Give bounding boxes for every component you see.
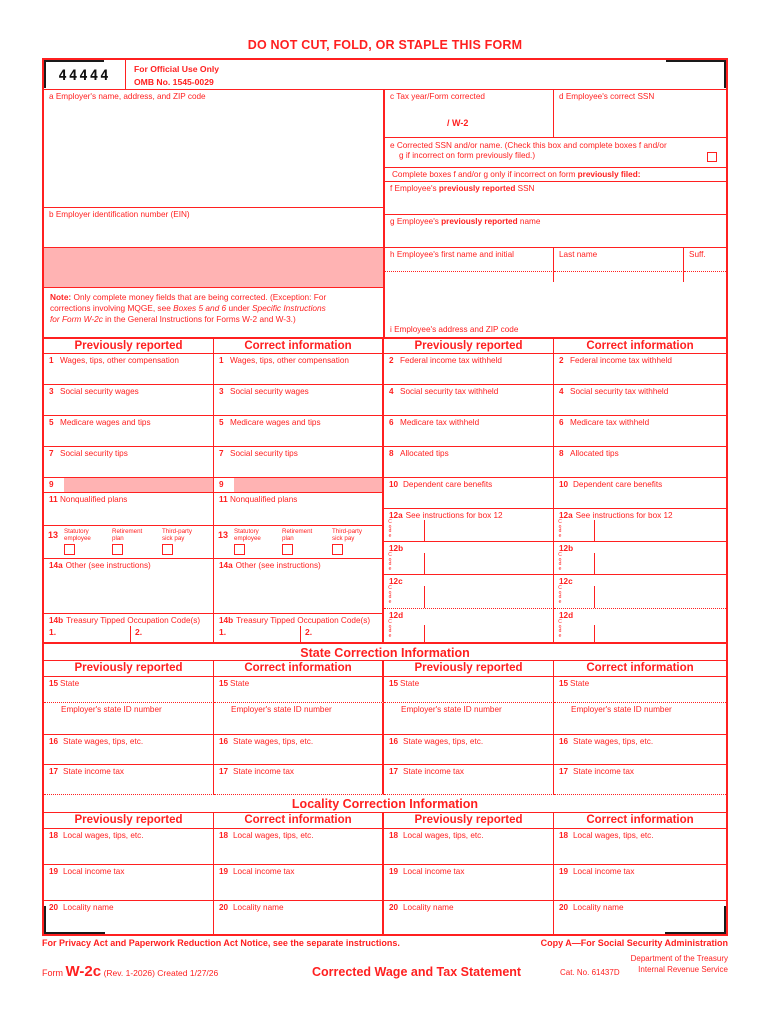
note-block [44,288,384,338]
box-14b-label-prev: Treasury Tipped Occupation Code(s) [66,616,201,625]
footer-privacy-row [42,938,728,948]
box-12c-number-correct: 12c [559,577,573,586]
box-15-state-correct-1[interactable]: 15 State [214,677,384,703]
box-13-opt3-l1-correct: Third-party [332,528,362,535]
box-14b-divider-correct [300,626,301,643]
box-7-correct[interactable]: 7 Social security tips [214,447,384,478]
box-13-opt1-l2-prev: employee [64,534,91,542]
box-13-opt1-l2-correct: employee [234,534,261,542]
col-header-prev-right: Previously reported [384,338,554,354]
box-1-label: Wages, tips, other compensation [60,356,179,365]
box-14b-number-correct: 14b [219,616,234,625]
state-col-header-correct-2: Correct information [554,661,726,677]
department-block [631,954,728,975]
control-number-box[interactable]: 44444 [44,60,126,90]
box-3-correct[interactable]: 3 Social security wages [214,385,384,416]
box-12d-prev[interactable] [384,609,554,643]
box-13-opt2-l2-prev: plan [112,534,124,542]
box-h-last-name[interactable]: Last name [554,248,684,272]
box-10-prev[interactable]: 10 Dependent care benefits [384,478,554,509]
box-1-number: 1 [49,356,54,365]
box-6-correct[interactable]: 6 Medicare tax withheld [554,416,726,447]
box-g-previously-reported-name[interactable] [384,215,726,248]
box-16-prev-1[interactable]: 16 State wages, tips, etc. [44,735,214,765]
department-line-1: Department of the Treasury [630,954,728,963]
col-header-prev-left: Previously reported [44,338,214,354]
box-12a-label-prev: See instructions for box 12 [405,511,503,520]
box-12a-correct[interactable] [554,509,726,542]
box-18-prev-2[interactable]: 18 Local wages, tips, etc. [384,829,554,865]
box-12a-code-letters-correct: C o d e [558,519,562,539]
employer-state-id-correct-2[interactable]: Employer's state ID number [554,703,726,735]
form-word: Form [42,968,63,978]
note-text-2b: under [226,303,253,313]
box-13-number-correct: 13 [218,530,229,540]
box-14a-label-prev: Other (see instructions) [65,561,151,570]
box-12a-number-correct: 12a [559,511,573,520]
box-14b-label-correct: Treasury Tipped Occupation Code(s) [236,616,371,625]
box-7-prev[interactable]: 7 Social security tips [44,447,214,478]
box-f-previously-reported-ssn[interactable] [384,182,726,215]
box-9-correct[interactable]: 9 [214,478,384,493]
note-text-4: in the General Instructions for Forms W-2 and W-3.) [102,314,296,324]
box-16-correct-2[interactable]: 16 State wages, tips, etc. [554,735,726,765]
form-outer-frame [42,58,728,936]
box-d-correct-ssn[interactable]: d Employee's correct SSN [554,90,726,138]
box-13-opt3-l1-prev: Third-party [162,528,192,535]
box-13-retirement-plan-checkbox-prev[interactable] [112,544,123,555]
box-c-form-type: / W-2 [447,118,469,128]
box-13-opt3-l2-prev: sick pay [162,534,185,542]
box-17-prev-1[interactable]: 17 State income tax [44,765,214,795]
box-12d-correct[interactable] [554,609,726,643]
box-f-post: SSN [515,184,535,193]
box-16-prev-2[interactable]: 16 State wages, tips, etc. [384,735,554,765]
box-14b-correct[interactable] [214,614,384,643]
box-18-correct-1[interactable]: 18 Local wages, tips, etc. [214,829,384,865]
box-c-tax-year-form-corrected[interactable]: c Tax year/Form corrected / W-2 [384,90,554,138]
state-col-header-correct-1: Correct information [214,661,384,677]
box-13-opt1-l1-prev: Statutory [64,528,89,535]
box-13-third-party-sick-pay-checkbox-prev[interactable] [162,544,173,555]
box-15-state-prev-1[interactable]: 15 State [44,677,214,703]
box-13-opt2-l1-prev: Retirement [112,528,143,535]
note-text-2: corrections involving MQGE, see [50,303,174,313]
note-text-1: Only complete money fields that are being corrected. (Exception: For [71,292,327,302]
box-19-correct-1[interactable]: 19 Local income tax [214,865,384,901]
box-19-correct-2[interactable]: 19 Local income tax [554,865,726,901]
form-identification [42,963,218,980]
box-13-statutory-employee-checkbox-prev[interactable] [64,544,75,555]
box-2-correct[interactable]: 2 Federal income tax withheld [554,354,726,385]
box-12a-prev[interactable] [384,509,554,542]
box-12a-label-correct: See instructions for box 12 [575,511,673,520]
box-h-entry-suffix[interactable] [684,272,726,282]
box-1-prev[interactable] [44,354,214,385]
box-3-prev[interactable]: 3 Social security wages [44,385,214,416]
employer-state-id-prev-1[interactable]: Employer's state ID number [44,703,214,735]
box-14a-label-correct: Other (see instructions) [235,561,321,570]
box-14b-divider-prev [130,626,131,643]
box-e-corrected-ssn-name[interactable]: e Corrected SSN and/or name. (Check this box and complete boxes f and/or g if incorrect on form previously filed.) [384,138,726,168]
note-bold-label: Note: [50,292,72,302]
box-1-correct[interactable]: 1 Wages, tips, other compensation [214,354,384,385]
note-italic-spec: Specific Instructions [252,303,326,313]
box-12d-number-correct: 12d [559,611,574,620]
box-9-prev[interactable]: 9 [44,478,214,493]
box-15-state-prev-2[interactable]: 15 State [384,677,554,703]
box-f-pre: f Employee's [390,184,439,193]
box-20-prev-1[interactable]: 20 Locality name [44,901,214,934]
box-4-correct[interactable]: 4 Social security tax withheld [554,385,726,416]
box-12b-divider-prev [424,553,425,575]
box-14b-item1-correct: 1. [219,627,227,637]
state-correction-title: State Correction Information [44,643,726,661]
do-not-cut-banner: DO NOT CUT, FOLD, OR STAPLE THIS FORM [247,38,523,52]
box-f-bold: previously reported [438,184,516,193]
box-8-prev[interactable]: 8 Allocated tips [384,447,554,478]
box-19-prev-1[interactable]: 19 Local income tax [44,865,214,901]
box-13-statutory-employee-checkbox-correct[interactable] [234,544,245,555]
box-14a-number-correct: 14a [219,561,233,570]
box-14b-number-prev: 14b [49,616,64,625]
col-header-correct-right: Correct information [554,338,726,354]
box-20-correct-1[interactable]: 20 Locality name [214,901,384,934]
box-18-prev-1[interactable]: 18 Local wages, tips, etc. [44,829,214,865]
catalog-number: Cat. No. 61437D [560,968,620,977]
box-h-suffix[interactable]: Suff. [684,248,726,272]
box-13-opt2-l2-correct: plan [282,534,294,542]
box-18-correct-2[interactable]: 18 Local wages, tips, etc. [554,829,726,865]
box-12b-number-prev: 12b [389,544,404,553]
box-e-checkbox[interactable] [707,152,717,162]
box-14b-item2-prev: 2. [135,627,143,637]
box-12b-divider-correct [594,553,595,575]
employer-state-id-correct-1[interactable]: Employer's state ID number [214,703,384,735]
box-20-prev-2[interactable]: 20 Locality name [384,901,554,934]
locality-correction-title: Locality Correction Information [44,795,726,813]
box-13-prev[interactable] [44,526,214,559]
box-13-retirement-plan-checkbox-correct[interactable] [282,544,293,555]
locality-col-header-prev-1: Previously reported [44,813,214,829]
box-13-opt1-l1-correct: Statutory [234,528,259,535]
note-italic-form: for Form W-2c [50,314,103,324]
state-col-header-prev-2: Previously reported [384,661,554,677]
form-revision: (Rev. 1-2026) Created 1/27/26 [103,968,219,978]
top-right-filler [466,60,726,90]
complete-boxes-note [384,168,726,182]
box-g-bold: previously reported [441,217,518,226]
box-12b-code-letters-prev: C o d e [388,552,392,572]
box-17-correct-1[interactable]: 17 State income tax [214,765,384,795]
form-name: W-2c [65,963,102,980]
locality-col-header-correct-2: Correct information [554,813,726,829]
state-col-header-prev-1: Previously reported [44,661,214,677]
box-13-opt2-l1-correct: Retirement [282,528,313,535]
box-12b-correct[interactable] [554,542,726,575]
box-12d-divider-correct [594,625,595,643]
box-12b-number-correct: 12b [559,544,574,553]
box-17-correct-2[interactable]: 17 State income tax [554,765,726,795]
box-b-ein[interactable]: b Employer identification number (EIN) [44,208,384,248]
official-use-box: For Official Use Only OMB No. 1545-0029 [126,60,466,90]
box-12d-code-letters-prev: C o d e [388,619,392,639]
complete-note-bold: previously filed: [577,170,641,179]
box-16-correct-1[interactable]: 16 State wages, tips, etc. [214,735,384,765]
box-5-correct[interactable]: 5 Medicare wages and tips [214,416,384,447]
box-17-prev-2[interactable]: 17 State income tax [384,765,554,795]
box-h-first-name[interactable]: h Employee's first name and initial [384,248,554,272]
box-14b-item1-prev: 1. [49,627,57,637]
box-h-entry-first[interactable] [384,272,554,282]
locality-col-header-prev-2: Previously reported [384,813,554,829]
box-6-prev[interactable]: 6 Medicare tax withheld [384,416,554,447]
box-2-prev[interactable]: 2 Federal income tax withheld [384,354,554,385]
box-5-prev[interactable]: 5 Medicare wages and tips [44,416,214,447]
shaded-strip-left [44,248,384,288]
department-line-2: Internal Revenue Service [638,964,728,974]
box-12c-correct[interactable] [554,575,726,609]
box-12c-divider-prev [424,586,425,608]
box-14b-prev[interactable] [44,614,214,643]
box-12c-code-letters-prev: C o d e [388,585,392,605]
box-12d-divider-prev [424,625,425,643]
box-13-number-prev: 13 [48,530,59,540]
box-g-post: name [517,217,541,226]
box-8-correct[interactable]: 8 Allocated tips [554,447,726,478]
box-10-correct[interactable]: 10 Dependent care benefits [554,478,726,509]
box-14a-prev[interactable] [44,559,214,614]
locality-col-header-correct-1: Correct information [214,813,384,829]
complete-note-pre: Complete boxes f and/or g only if incorrect on form [392,170,578,179]
box-13-third-party-sick-pay-checkbox-correct[interactable] [332,544,343,555]
copy-a-label: Copy A—For Social Security Administration [540,938,728,948]
box-4-prev[interactable]: 4 Social security tax withheld [384,385,554,416]
box-a-employer-name-address[interactable]: a Employer's name, address, and ZIP code [44,90,384,208]
box-12b-prev[interactable] [384,542,554,575]
box-12b-code-letters-correct: C o d e [558,552,562,572]
box-11-correct[interactable]: 11 Nonqualified plans [214,493,384,526]
box-12a-number-prev: 12a [389,511,403,520]
col-header-correct-left: Correct information [214,338,384,354]
box-20-correct-2[interactable]: 20 Locality name [559,903,624,912]
box-12c-divider-correct [594,586,595,608]
box-12a-code-letters-prev: C o d e [388,519,392,539]
box-12d-number-prev: 12d [389,611,404,620]
form-title: Corrected Wage and Tax Statement [312,965,522,979]
box-13-correct[interactable] [214,526,384,559]
box-19-prev-2[interactable]: 19 Local income tax [384,865,554,901]
box-13-opt3-l2-correct: sick pay [332,534,355,542]
box-i-employee-address[interactable]: i Employee's address and ZIP code [384,282,726,338]
employer-state-id-prev-2[interactable]: Employer's state ID number [384,703,554,735]
box-11-prev[interactable]: 11 Nonqualified plans [44,493,214,526]
box-g-pre: g Employee's [390,217,442,226]
box-h-entry-last[interactable] [554,272,684,282]
box-12d-code-letters-correct: C o d e [558,619,562,639]
box-12c-code-letters-correct: C o d e [558,585,562,605]
box-12a-divider-prev [424,520,425,542]
privacy-notice: For Privacy Act and Paperwork Reduction Act Notice, see the separate instructions. [42,938,400,948]
note-italic-boxes: Boxes 5 and 6 [173,303,227,313]
box-15-state-correct-2[interactable]: 15 State [554,677,726,703]
box-14b-item2-correct: 2. [305,627,313,637]
box-14a-correct[interactable] [214,559,384,614]
box-12c-prev[interactable] [384,575,554,609]
box-12a-divider-correct [594,520,595,542]
box-12c-number-prev: 12c [389,577,403,586]
box-14a-number-prev: 14a [49,561,63,570]
